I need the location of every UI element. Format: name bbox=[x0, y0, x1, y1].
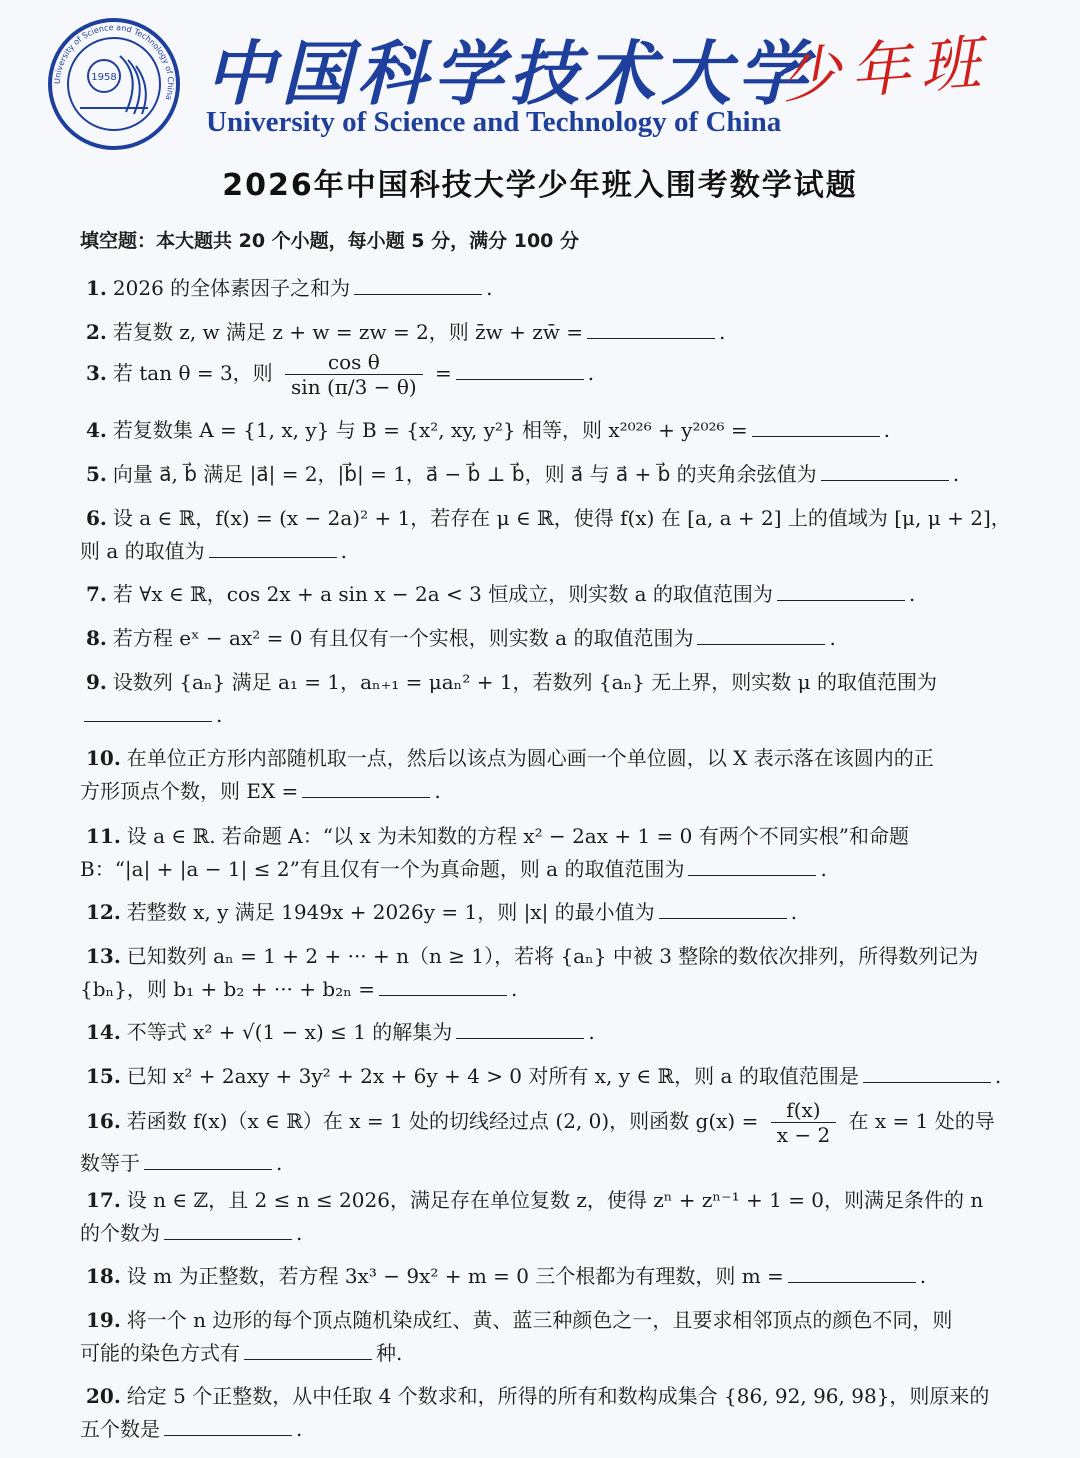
question-text: 五个数是 bbox=[80, 1417, 160, 1441]
question-1 bbox=[80, 272, 1000, 305]
answer-blank[interactable] bbox=[752, 418, 880, 437]
answer-blank[interactable] bbox=[587, 320, 715, 339]
question-number: 15. bbox=[86, 1064, 121, 1088]
exam-title: 2026年中国科技大学少年班入围考数学试题 bbox=[222, 168, 858, 203]
question-text: 若方程 eˣ − ax² = 0 有且仅有一个实根，则实数 a 的取值范围为 bbox=[112, 626, 694, 650]
question-end: . bbox=[952, 462, 960, 486]
question-text: 则 a 的取值为 bbox=[80, 539, 205, 563]
fraction bbox=[771, 1098, 836, 1147]
question-end: . bbox=[994, 1064, 1002, 1088]
question-end: . bbox=[883, 418, 891, 442]
question-text: 已知数列 aₙ = 1 + 2 + ··· + n（n ≥ 1），若将 {aₙ} 中被 3 整除的数依次排列，所得数列记为 bbox=[126, 944, 979, 968]
question-end: . bbox=[486, 276, 493, 300]
question-14 bbox=[80, 1016, 1000, 1049]
question-end: . bbox=[296, 1221, 303, 1245]
question-end: 种. bbox=[376, 1341, 403, 1365]
seal-year: 1958 bbox=[91, 72, 117, 83]
question-end: . bbox=[434, 779, 441, 803]
question-end: . bbox=[588, 1020, 595, 1044]
answer-blank[interactable] bbox=[456, 361, 584, 380]
question-end: . bbox=[216, 703, 223, 727]
question-text: 将一个 n 边形的每个顶点随机染成红、黄、蓝三种颜色之一，且要求相邻顶点的颜色不同，则 bbox=[126, 1308, 953, 1332]
question-17 bbox=[80, 1184, 1000, 1250]
question-6 bbox=[80, 502, 1011, 568]
answer-blank[interactable] bbox=[659, 900, 787, 919]
question-text: {bₙ}，则 b₁ + b₂ + ··· + b₂ₙ = bbox=[80, 977, 375, 1001]
question-number: 19. bbox=[86, 1308, 121, 1332]
university-seal bbox=[46, 16, 182, 152]
header bbox=[0, 0, 1080, 160]
section-heading: 填空题：本大题共 20 个小题，每小题 5 分，满分 100 分 bbox=[80, 230, 580, 252]
question-end: . bbox=[919, 1264, 927, 1288]
question-end: . bbox=[340, 539, 347, 563]
question-text: 若 ∀x ∈ ℝ，cos 2x + a sin x − 2a < 3 恒成立，则实数 a 的取值范围为 bbox=[112, 582, 773, 606]
question-19 bbox=[80, 1304, 1000, 1370]
answer-blank[interactable] bbox=[688, 857, 816, 876]
answer-blank[interactable] bbox=[84, 703, 212, 722]
question-20 bbox=[80, 1380, 1000, 1446]
question-text: 可能的染色方式有 bbox=[80, 1341, 240, 1365]
seal-ring-text: University of Science and Technology of China bbox=[52, 22, 176, 102]
question-4 bbox=[80, 414, 1000, 447]
question-text: 设 a ∈ ℝ. 若命题 A：“以 x 为未知数的方程 x² − 2ax + 1 = 0 有两个不同实根”和命题 bbox=[126, 824, 909, 848]
question-number: 14. bbox=[86, 1020, 121, 1044]
question-number: 10. bbox=[86, 746, 121, 770]
answer-blank[interactable] bbox=[144, 1151, 272, 1170]
question-end: . bbox=[820, 857, 827, 881]
question-text: 设 m 为正整数，若方程 3x³ − 9x² + m = 0 三个根都为有理数，则 m = bbox=[126, 1264, 784, 1288]
answer-blank[interactable] bbox=[302, 779, 430, 798]
question-7 bbox=[80, 578, 1000, 611]
question-number: 8. bbox=[86, 626, 107, 650]
answer-blank[interactable] bbox=[788, 1264, 916, 1283]
answer-blank[interactable] bbox=[379, 977, 507, 996]
question-18 bbox=[80, 1260, 1000, 1293]
answer-blank[interactable] bbox=[456, 1020, 584, 1039]
fraction-numerator: f(x) bbox=[771, 1098, 836, 1123]
question-text: 若复数 z, w 满足 z + w = zw = 2，则 z̄w + zw̄ = bbox=[112, 320, 584, 344]
question-end: . bbox=[510, 977, 518, 1001]
fraction bbox=[285, 350, 423, 399]
question-text: 数等于 bbox=[80, 1151, 140, 1175]
question-5 bbox=[80, 458, 1000, 491]
question-12 bbox=[80, 896, 1000, 929]
question-end: . bbox=[719, 320, 726, 344]
question-text: 若 tan θ = 3，则 bbox=[112, 361, 273, 385]
question-number: 3. bbox=[86, 361, 107, 385]
question-number: 12. bbox=[86, 900, 121, 924]
question-number: 7. bbox=[86, 582, 107, 606]
question-text: 给定 5 个正整数，从中任取 4 个数求和，所得的所有和数构成集合 {86, 92, 96, 98}，则原来的 bbox=[126, 1384, 990, 1408]
fraction-denominator: x − 2 bbox=[776, 1123, 831, 1147]
question-3 bbox=[80, 350, 1000, 399]
question-text: 不等式 x² + √(1 − x) ≤ 1 的解集为 bbox=[126, 1020, 453, 1044]
question-text: 设 a ∈ ℝ，f(x) = (x − 2a)² + 1，若存在 μ ∈ ℝ，使得 f(x) 在 [a, a + 2] 上的值域为 [μ, μ + 2]， bbox=[112, 506, 1011, 530]
question-end: . bbox=[908, 582, 916, 606]
question-number: 2. bbox=[86, 320, 107, 344]
question-number: 18. bbox=[86, 1264, 121, 1288]
question-16 bbox=[80, 1098, 1000, 1180]
answer-blank[interactable] bbox=[821, 462, 949, 481]
answer-blank[interactable] bbox=[209, 539, 337, 558]
question-text: 2026 的全体素因子之和为 bbox=[112, 276, 351, 300]
question-text: B：“|a| + |a − 1| ≤ 2”有且仅有一个为真命题，则 a 的取值范围为 bbox=[80, 857, 685, 881]
question-text: 已知 x² + 2axy + 3y² + 2x + 6y + 4 > 0 对所有 x, y ∈ ℝ，则 a 的取值范围是 bbox=[126, 1064, 859, 1088]
question-number: 13. bbox=[86, 944, 121, 968]
question-9 bbox=[80, 666, 1000, 732]
question-text: 设数列 {aₙ} 满足 a₁ = 1，aₙ₊₁ = μaₙ² + 1，若数列 {aₙ} 无上界，则实数 μ 的取值范围为 bbox=[112, 670, 937, 694]
question-end: . bbox=[296, 1417, 303, 1441]
fraction-denominator: sin (π/3 − θ) bbox=[291, 375, 417, 399]
question-text: 若函数 f(x)（x ∈ ℝ）在 x = 1 处的切线经过点 (2, 0)，则函数 g(x) = bbox=[126, 1109, 759, 1133]
question-number: 6. bbox=[86, 506, 107, 530]
question-text: = bbox=[435, 361, 452, 385]
question-8 bbox=[80, 622, 1000, 655]
question-end: . bbox=[587, 361, 595, 385]
answer-blank[interactable] bbox=[244, 1341, 372, 1360]
class-name-calligraphy: 少年班 bbox=[778, 27, 993, 113]
answer-blank[interactable] bbox=[354, 276, 482, 295]
question-text: 在 x = 1 处的导 bbox=[848, 1109, 995, 1133]
university-name-cn: 中国科学技术大学 bbox=[205, 32, 813, 115]
question-end: . bbox=[276, 1151, 283, 1175]
question-end: . bbox=[790, 900, 798, 924]
answer-blank[interactable] bbox=[164, 1221, 292, 1240]
question-11 bbox=[80, 820, 1000, 886]
question-13 bbox=[80, 940, 1000, 1006]
question-text: 的个数为 bbox=[80, 1221, 160, 1245]
question-2 bbox=[80, 316, 1000, 349]
question-number: 5. bbox=[86, 462, 107, 486]
question-number: 1. bbox=[86, 276, 107, 300]
question-number: 20. bbox=[86, 1384, 121, 1408]
answer-blank[interactable] bbox=[777, 582, 905, 601]
question-number: 9. bbox=[86, 670, 107, 694]
question-15 bbox=[80, 1060, 1000, 1093]
fraction-numerator: cos θ bbox=[285, 350, 423, 375]
question-text: 在单位正方形内部随机取一点，然后以该点为圆心画一个单位圆，以 X 表示落在该圆内的正 bbox=[126, 746, 934, 770]
answer-blank[interactable] bbox=[863, 1064, 991, 1083]
question-10 bbox=[80, 742, 1000, 808]
answer-blank[interactable] bbox=[164, 1417, 292, 1436]
question-number: 16. bbox=[86, 1109, 121, 1133]
question-text: 方形顶点个数，则 EX = bbox=[80, 779, 299, 803]
question-number: 17. bbox=[86, 1188, 121, 1212]
question-text: 向量 a⃗, b⃗ 满足 |a⃗| = 2，|b⃗| = 1，a⃗ − b⃗ ⊥ b⃗，则 a⃗ 与 a⃗ + b⃗ 的夹角余弦值为 bbox=[112, 462, 817, 486]
question-text: 若整数 x, y 满足 1949x + 2026y = 1，则 |x| 的最小值为 bbox=[126, 900, 655, 924]
answer-blank[interactable] bbox=[697, 626, 825, 645]
question-text: 设 n ∈ ℤ，且 2 ≤ n ≤ 2026，满足存在单位复数 z，使得 zⁿ + zⁿ⁻¹ + 1 = 0，则满足条件的 n bbox=[126, 1188, 984, 1212]
question-number: 11. bbox=[86, 824, 121, 848]
university-name-en: University of Science and Technology of China bbox=[206, 106, 782, 138]
question-text: 若复数集 A = {1, x, y} 与 B = {x², xy, y²} 相等，则 x²⁰²⁶ + y²⁰²⁶ = bbox=[112, 418, 748, 442]
question-number: 4. bbox=[86, 418, 107, 442]
question-end: . bbox=[829, 626, 836, 650]
